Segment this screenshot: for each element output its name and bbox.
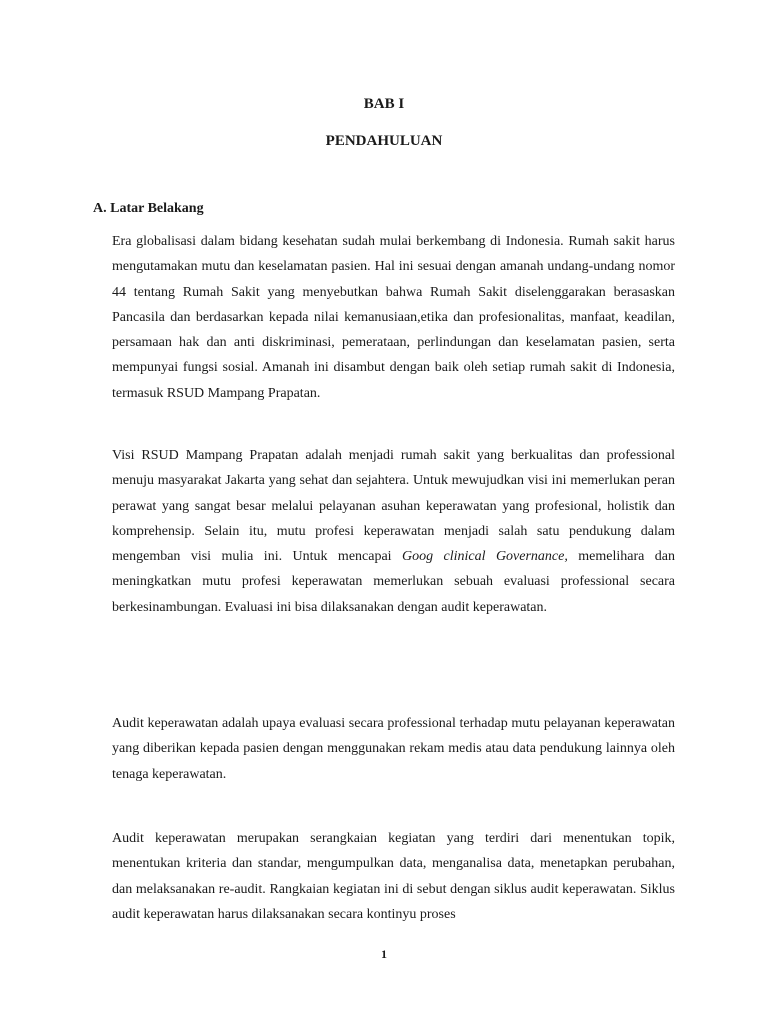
paragraph-4: Audit keperawatan merupakan serangkaian kegiatan yang terdiri dari menentukan topik, menentukan kriteria dan standar, mengumpulkan data, menganalisa data, menetapkan perubahan, dan melaksanakan re-audit. Rangkaian kegiatan ini di sebut dengan siklus audit keperawatan. Siklus audit keperawatan harus dilaksanakan secara kontinyu proses <box>112 831 675 922</box>
paragraph-2-text-end: memelihara dan meningkatkan mutu profesi keperawatan memerlukan sebuah evaluasi professional secara berkesinambungan. Evaluasi ini bisa dilaksanakan dengan audit keperawatan. <box>112 549 675 615</box>
paragraph-3: Audit keperawatan adalah upaya evaluasi secara professional terhadap mutu pelayanan keperawatan yang diberikan kepada pasien dengan menggunakan rekam medis atau data pendukung lainnya oleh tenaga keperawatan. <box>112 716 675 782</box>
page-number: 1 <box>381 947 387 961</box>
paragraph-1: Era globalisasi dalam bidang kesehatan sudah mulai berkembang di Indonesia. Rumah sakit harus mengutamakan mutu dan keselamatan pasien. Hal ini sesuai dengan amanah undang-undang nomor 44 tentang Rumah Sakit yang menyebutkan bahwa Rumah Sakit diselenggarakan berasaskan Pancasila dan berdasarkan kepada nilai kemanusiaan,etika dan profesionalitas, manfaat, keadilan, persamaan hak dan anti diskriminasi, pemerataan, perlindungan dan keselamatan pasien, serta mempunyai fungsi sosial. Amanah ini disambut dengan baik oleh setiap rumah sakit di Indonesia, termasuk RSUD Mampang Prapatan. <box>112 234 675 401</box>
chapter-number: BAB I <box>363 96 405 112</box>
paragraph-2-text-start: Visi RSUD Mampang Prapatan adalah menjadi rumah sakit yang berkualitas dan professional menuju masyarakat Jakarta yang sehat dan sejahtera. Untuk mewujudkan visi ini memerlukan peran perawat yang sangat besar melalui pelayanan asuhan keperawatan yang profesional, holistik dan komprehensip. Selain itu, mutu profesi keperawatan menjadi salah satu pendukung dalam mengemban visi mulia ini. Untuk mencapai <box>112 448 675 565</box>
paragraph-2-italic-term: Goog clinical Governance, <box>402 549 568 565</box>
section-heading: A. Latar Belakang <box>93 201 204 216</box>
chapter-title: PENDAHULUAN <box>325 133 443 149</box>
paragraph-2 <box>112 443 675 620</box>
